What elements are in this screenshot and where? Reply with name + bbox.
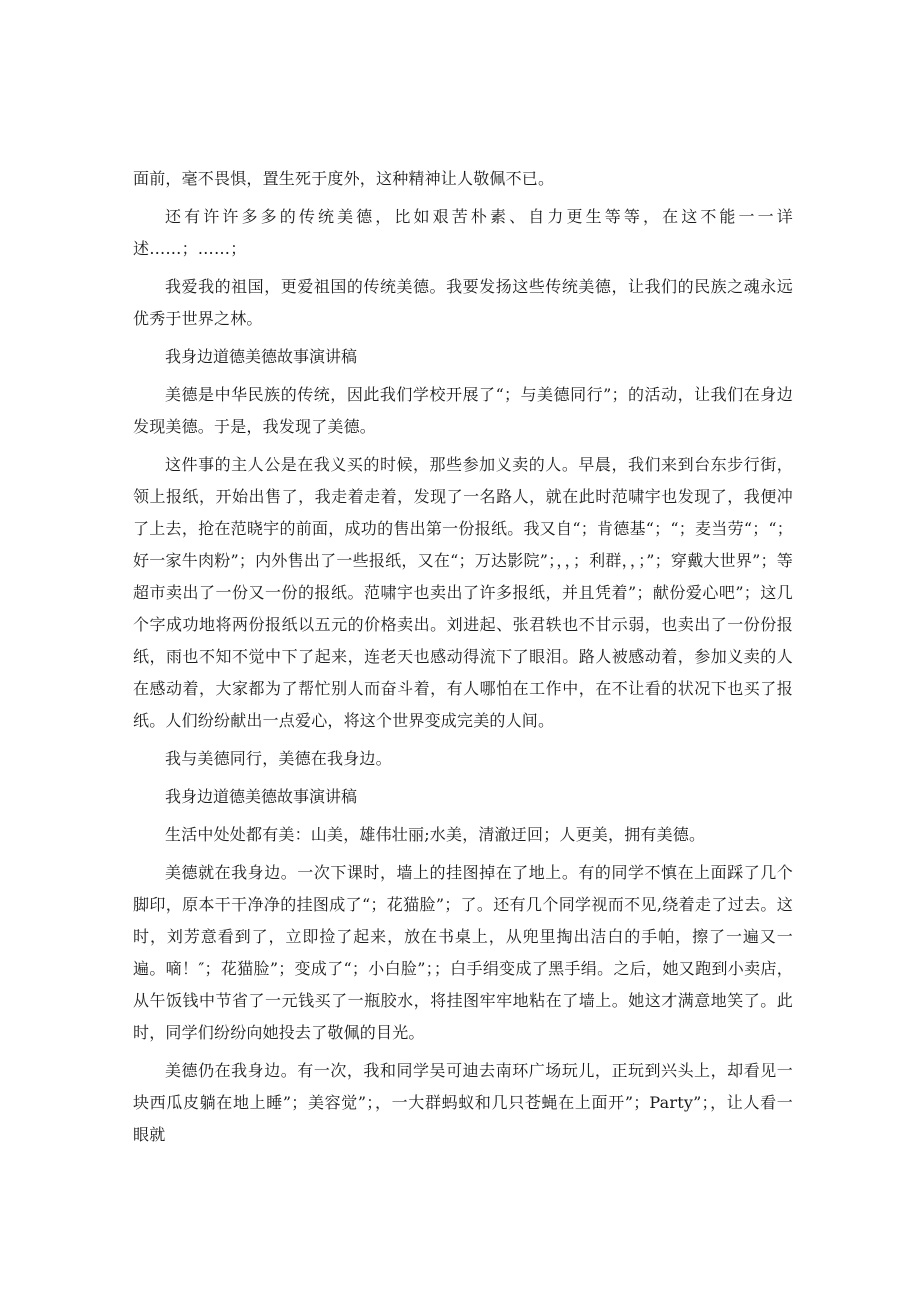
paragraph: 美德仍在我身边。有一次，我和同学吴可迪去南环广场玩儿，正玩到兴头上，却看见一块西瓜皮躺在地上睡”；美容觉”；，一大群蚂蚁和几只苍蝇在上面开”；Party”；，让人看一眼就 — [133, 1061, 793, 1144]
paragraph: 还有许许多多的传统美德，比如艰苦朴素、自力更生等等，在这不能一一详述……；……； — [133, 207, 793, 258]
paragraph: 我与美德同行，美德在我身边。 — [165, 749, 392, 768]
section-heading: 我身边道德美德故事演讲稿 — [165, 347, 358, 366]
paragraph: 生活中处处都有美：山美，雄伟壮丽;水美，清澈迂回；人更美，拥有美德。 — [165, 825, 706, 844]
paragraph: 美德是中华民族的传统，因此我们学校开展了“；与美德同行”；的活动，让我们在身边发现美德。于是，我发现了美德。 — [133, 385, 793, 436]
paragraph: 美德就在我身边。一次下课时，墙上的挂图掉在了地上。有的同学不慎在上面踩了几个脚印，原本干干净净的挂图成了“；花猫脸”；了。还有几个同学视而不见,绕着走了过去。这时，刘芳意看到了，立即捡了起来，放在书桌上，从兜里掏出洁白的手帕，擦了一遍又一遍。嘀！″；花猫脸”；变成了“；小白脸”；；白手绢变成了黑手绢。之后，她又跑到小卖店，从午饭钱中节省了一元钱买了一瓶胶水，将挂图牢牢地粘在了墙上。她这才满意地笑了。此时，同学们纷纷向她投去了敬佩的目光。 — [133, 863, 793, 1042]
paragraph: 这件事的主人公是在我义买的时候，那些参加义卖的人。早晨，我们来到台东步行街，领上报纸，开始出售了，我走着走着，发现了一名路人，就在此时范啸宇也发现了，我便冲了上去，抢在范晓宇的前面，成功的售出第一份报纸。我又自“；肯德基“；“；麦当劳“；“；好一家牛肉粉”；内外售出了一些报纸，又在“；万达影院”；，，；利群，，；”；穿戴大世界”；等超市卖出了一份又一份的报纸。范啸宇也卖出了许多报纸，并且凭着”；献份爱心吧”；这几个字成功地将两份报纸以五元的价格卖出。刘进起、张君轶也不甘示弱，也卖出了一份份报纸，雨也不知不觉中下了起来，连老天也感动得流下了眼泪。路人被感动着，参加义卖的人在感动着，大家都为了帮忙别人而奋斗着，有人哪怕在工作中，在不让看的状况下也买了报纸。人们纷纷献出一点爱心，将这个世界变成完美的人间。 — [133, 455, 793, 730]
paragraph: 我爱我的祖国，更爱祖国的传统美德。我要发扬这些传统美德，让我们的民族之魂永远优秀于世界之林。 — [133, 277, 793, 328]
document-page — [133, 163, 793, 1151]
paragraph: 面前，毫不畏惧，置生死于度外，这种精神让人敬佩不已。 — [133, 169, 555, 188]
section-heading: 我身边道德美德故事演讲稿 — [165, 787, 358, 806]
